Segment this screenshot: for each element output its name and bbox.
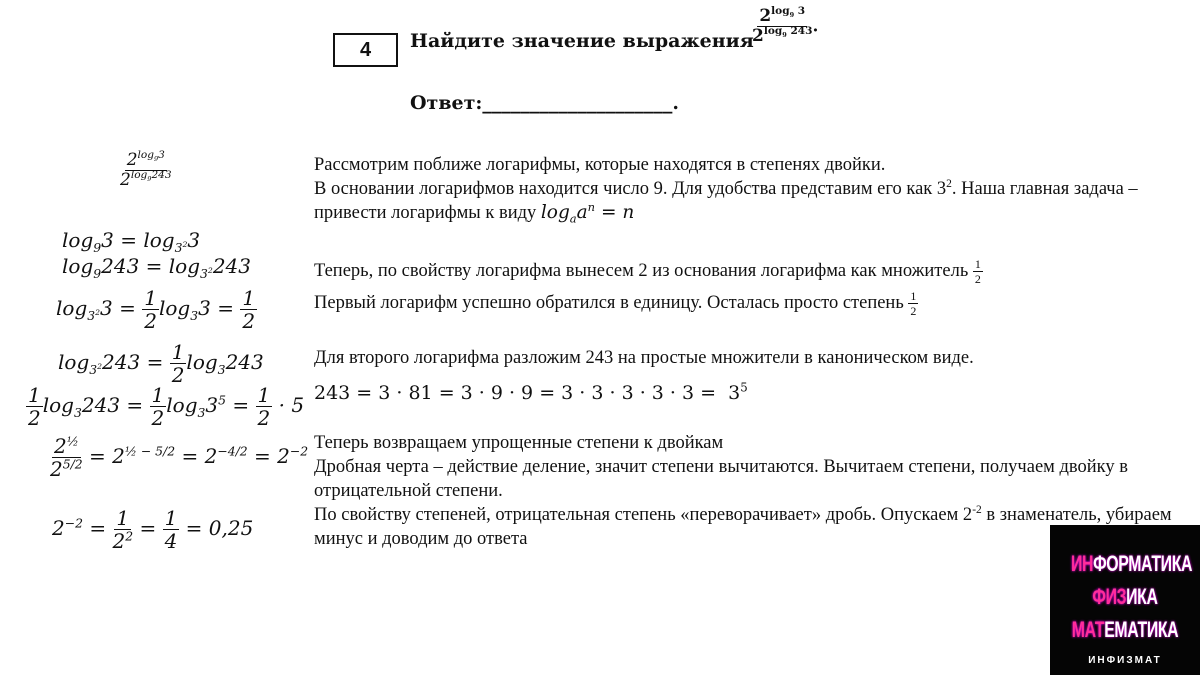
task-prompt: Найдите значение выражения [410,30,754,52]
solution-factorization: $243 = 3 \cdot 81 = 3 \cdot 9 \cdot 9 = 3 \cdot 3 \cdot 3 \cdot 3 \cdot 3 = 3^5$ [314,380,748,404]
task-expression: $\frac{2^{log_9 3}}{2^{log_9 243}}$ . [752,5,819,46]
infizmat-logo: ИНФОРМАТИКА ФИЗИКА МАТЕМАТИКА ИНФИЗМАТ [1050,525,1200,675]
math-second-log: $\log_{3^2}243$ = $\frac{1}{2}$ $\log_3243$ [58,340,264,387]
solution-paragraph-3: Первый логарифм успешно обратился в единицу. Осталась просто степень $\frac{1}{2}$ [314,289,917,318]
math-power-division: $\frac{2^{\frac{1}{2}}}{2^{5/2}}$ = $2^{\frac{1}{2} - 5/2} = 2^{-4/2} = 2^{-2}$ [50,433,309,481]
solution-paragraph-5: Теперь возвращаем упрощенные степени к двойкам Дробная черта – действие деление, значит степени вычитаются. Вычитаем степени, получаем двойку в отрицательной степени. По свойству степеней, отрицательная степень «переворачивает» дробь. Опускаем $2^{-2}$ в знаменатель, убираем минус и доводим до ответа [314,433,1172,549]
solution-paragraph-2: Теперь, по свойству логарифма вынесем 2 из основания логарифма как множитель $\frac{1}{2}$ [314,257,981,286]
solution-paragraph-1: Рассмотрим поближе логарифмы, которые находятся в степенях двойки. В основании логарифмов находится число 9. Для удобства представим его как $3^2$. Наша главная задача – привести логарифмы к виду $\log_aa^n = n$ [314,155,1138,226]
answer-line [410,92,679,114]
math-second-log-simplify: $\frac{1}{2}$ $\log_3243$ = $\frac{1}{2}$ $\log_33^5$ = $\frac{1}{2}$ · 5 [28,383,305,430]
answer-blank: ____________________. [482,92,680,114]
solution-paragraph-4: Для второго логарифма разложим 243 на простые множители в каноническом виде. [314,348,974,368]
math-first-log: $\log_{3^2}3$ = $\frac{1}{2}$ $\log_33$ = $\frac{1}{2}$ [56,286,256,333]
answer-label: Ответ: [410,92,483,114]
task-number: 4 [359,39,372,61]
logo-caption: ИНФИЗМАТ [1088,655,1162,666]
math-rewrite-1: $\log_93 = \log_{3^2}3$ [62,228,201,255]
task-number-box [333,33,398,67]
math-final-answer: $2^{-2}$ = $\frac{1}{2^2}$ = $\frac{1}{4}$ = 0,25 [52,506,254,553]
math-original: $\frac{2^{log_93}}{2^{log_9243}}$ [120,149,172,190]
math-rewrite-2: $\log_9243 = \log_{3^2}243$ [62,254,251,281]
